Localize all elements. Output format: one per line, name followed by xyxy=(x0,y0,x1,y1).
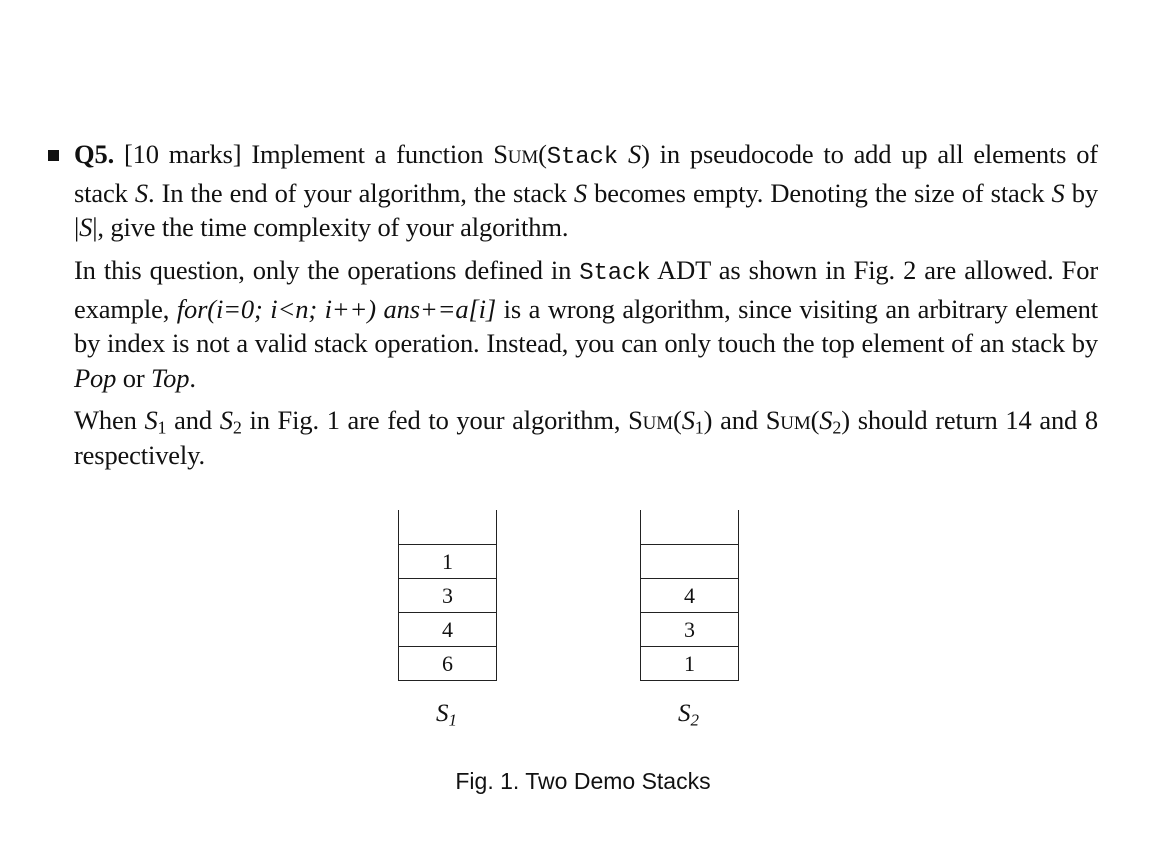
stack-s2-diagram xyxy=(640,510,739,681)
stack-cell xyxy=(641,544,738,578)
op-pop: Pop xyxy=(74,362,117,393)
stack-cell: 3 xyxy=(399,578,496,612)
question-marks: [10 marks] xyxy=(123,139,242,169)
stack-type: Stack xyxy=(546,144,619,171)
question-statement: Q5. [10 marks] Implement a function Sum(Stack S) in pseudocode to add up all elements of stack S. In the end of your algorithm, the stack S becomes empty. Denoting the size of stack S by |S|, give the time complexity of your algorithm. xyxy=(74,139,1098,242)
adt-name: Stack xyxy=(579,260,651,287)
constraints-paragraph: In this question, only the operations defined in Stack ADT as shown in Fig. 2 are allowed. For example, for(i=0; i<n; i++) ans+=a[i] is a wrong algorithm, since visiting an arbitrary element by index is not a valid stack operation. Instead, you can only touch the top element of an stack by Pop or Top. xyxy=(74,255,1099,393)
function-name: Sum xyxy=(493,139,539,169)
list-bullet xyxy=(48,150,59,161)
example-paragraph: When $S_1$ and $S_2$ in Fig. 1 are fed to your algorithm, $Sum(S_1)$ and $Sum(S_2)$ should return 14 and 8 respectively. xyxy=(74,405,1099,470)
code-example: for(i=0; i<n; i++) ans+=a[i] xyxy=(176,293,497,324)
stack-cell: 1 xyxy=(399,544,496,578)
stack-empty-space xyxy=(399,510,496,544)
question-number: Q5. xyxy=(74,139,115,169)
op-top: Top xyxy=(150,362,190,393)
stack-cell: 4 xyxy=(399,612,496,646)
stack-empty-space xyxy=(641,510,738,544)
stack-s2-label: $S_2$ xyxy=(678,700,699,730)
stack-cell: 1 xyxy=(641,646,738,680)
stack-s1-diagram xyxy=(398,510,497,681)
figure-caption: Fig. 1. Two Demo Stacks xyxy=(455,768,711,794)
stack-cell: 6 xyxy=(399,646,496,680)
stack-cell: 3 xyxy=(641,612,738,646)
stack-s1-label: $S_1$ xyxy=(436,700,457,730)
stack-cell: 4 xyxy=(641,578,738,612)
